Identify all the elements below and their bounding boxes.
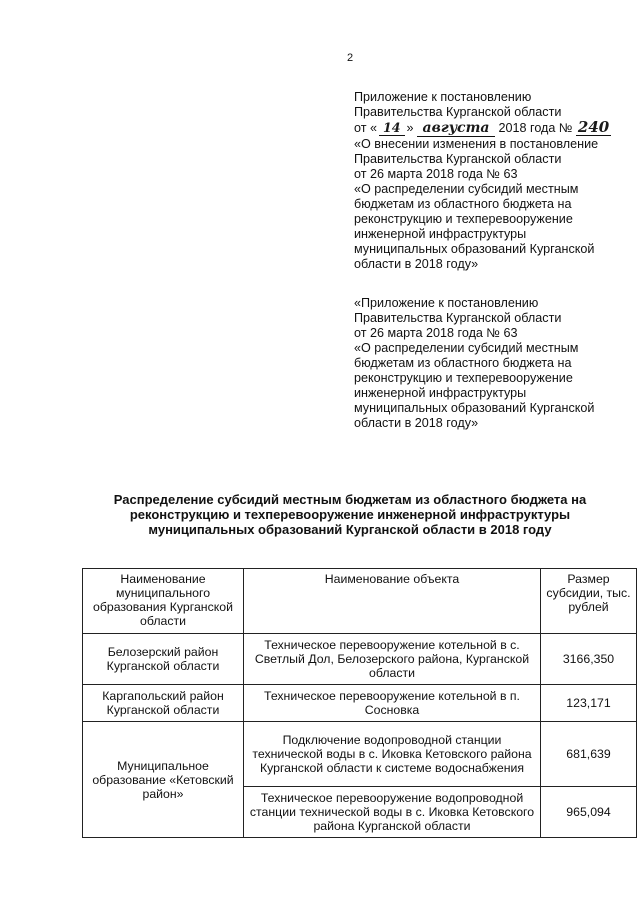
cell-object: Техническое перевооружение водопроводной станции технической воды в с. Иковка Кетовского района Курганской области	[244, 787, 541, 838]
title-line: муниципальных образований Курганской области в 2018 году	[148, 522, 552, 537]
appendix-line: муниципальных образований Курганской	[354, 401, 595, 415]
cell-municipality: Муниципальное образование «Кетовский район»	[83, 722, 244, 838]
handwritten-number: 240	[577, 118, 610, 136]
appendix-line: «Приложение к постановлению	[354, 296, 539, 310]
cell-subsidy: 123,171	[541, 685, 637, 722]
table-header-row	[83, 569, 637, 634]
header-subsidy: Размер субсидии, тыс. рублей	[541, 569, 637, 634]
appendix-line: «О распределении субсидий местным	[354, 182, 579, 196]
appendix-line: от 26 марта 2018 года № 63	[354, 167, 518, 181]
title-line: реконструкцию и техперевооружение инженерной инфраструктуры	[129, 507, 571, 522]
appendix-line: бюджетам из областного бюджета на	[354, 356, 572, 370]
page-number: 2	[346, 52, 354, 64]
cell-subsidy: 965,094	[541, 787, 637, 838]
appendix-line: Приложение к постановлению	[354, 90, 532, 104]
cell-municipality: Белозерский район Курганской области	[83, 634, 244, 685]
appendix-line: инженерной инфраструктуры	[354, 227, 527, 241]
appendix-line: инженерной инфраструктуры	[354, 386, 527, 400]
appendix-line: «О внесении изменения в постановление	[354, 137, 599, 151]
document-title	[100, 492, 600, 537]
appendix-header-original	[354, 296, 624, 431]
appendix-line: области в 2018 году»	[354, 257, 479, 271]
appendix-line: муниципальных образований Курганской	[354, 242, 595, 256]
appendix-line: реконструкцию и техперевооружение	[354, 371, 573, 385]
cell-object: Техническое перевооружение котельной в с. Светлый Дол, Белозерского района, Курганской области	[244, 634, 541, 685]
appendix-line: от 26 марта 2018 года № 63	[354, 326, 518, 340]
header-municipality: Наименование муниципального образования Курганской области	[83, 569, 244, 634]
cell-subsidy: 681,639	[541, 722, 637, 787]
cell-object: Подключение водопроводной станции технической воды в с. Иковка Кетовского района Курганской области к системе водоснабжения	[244, 722, 541, 787]
date-year: 2018 года №	[498, 121, 573, 135]
appendix-line: области в 2018 году»	[354, 416, 479, 430]
subsidy-table	[82, 568, 637, 838]
cell-subsidy: 3166,350	[541, 634, 637, 685]
header-object: Наименование объекта	[244, 569, 541, 634]
appendix-header-current	[354, 90, 624, 272]
table-row	[83, 722, 637, 787]
table-row	[83, 685, 637, 722]
cell-object: Техническое перевооружение котельной в п. Сосновка	[244, 685, 541, 722]
table-row	[83, 634, 637, 685]
date-close: »	[406, 121, 414, 135]
appendix-line: Правительства Курганской области	[354, 105, 562, 119]
appendix-line: «О распределении субсидий местным	[354, 341, 579, 355]
handwritten-day: 14	[379, 120, 405, 136]
cell-municipality: Каргапольский район Курганской области	[83, 685, 244, 722]
date-prefix: от «	[354, 121, 377, 135]
appendix-date-line	[354, 120, 624, 137]
title-line: Распределение субсидий местным бюджетам из областного бюджета на	[113, 492, 587, 507]
handwritten-month: августа	[417, 121, 496, 137]
appendix-line: реконструкцию и техперевооружение	[354, 212, 573, 226]
appendix-line: Правительства Курганской области	[354, 311, 562, 325]
appendix-line: бюджетам из областного бюджета на	[354, 197, 572, 211]
appendix-line: Правительства Курганской области	[354, 152, 562, 166]
